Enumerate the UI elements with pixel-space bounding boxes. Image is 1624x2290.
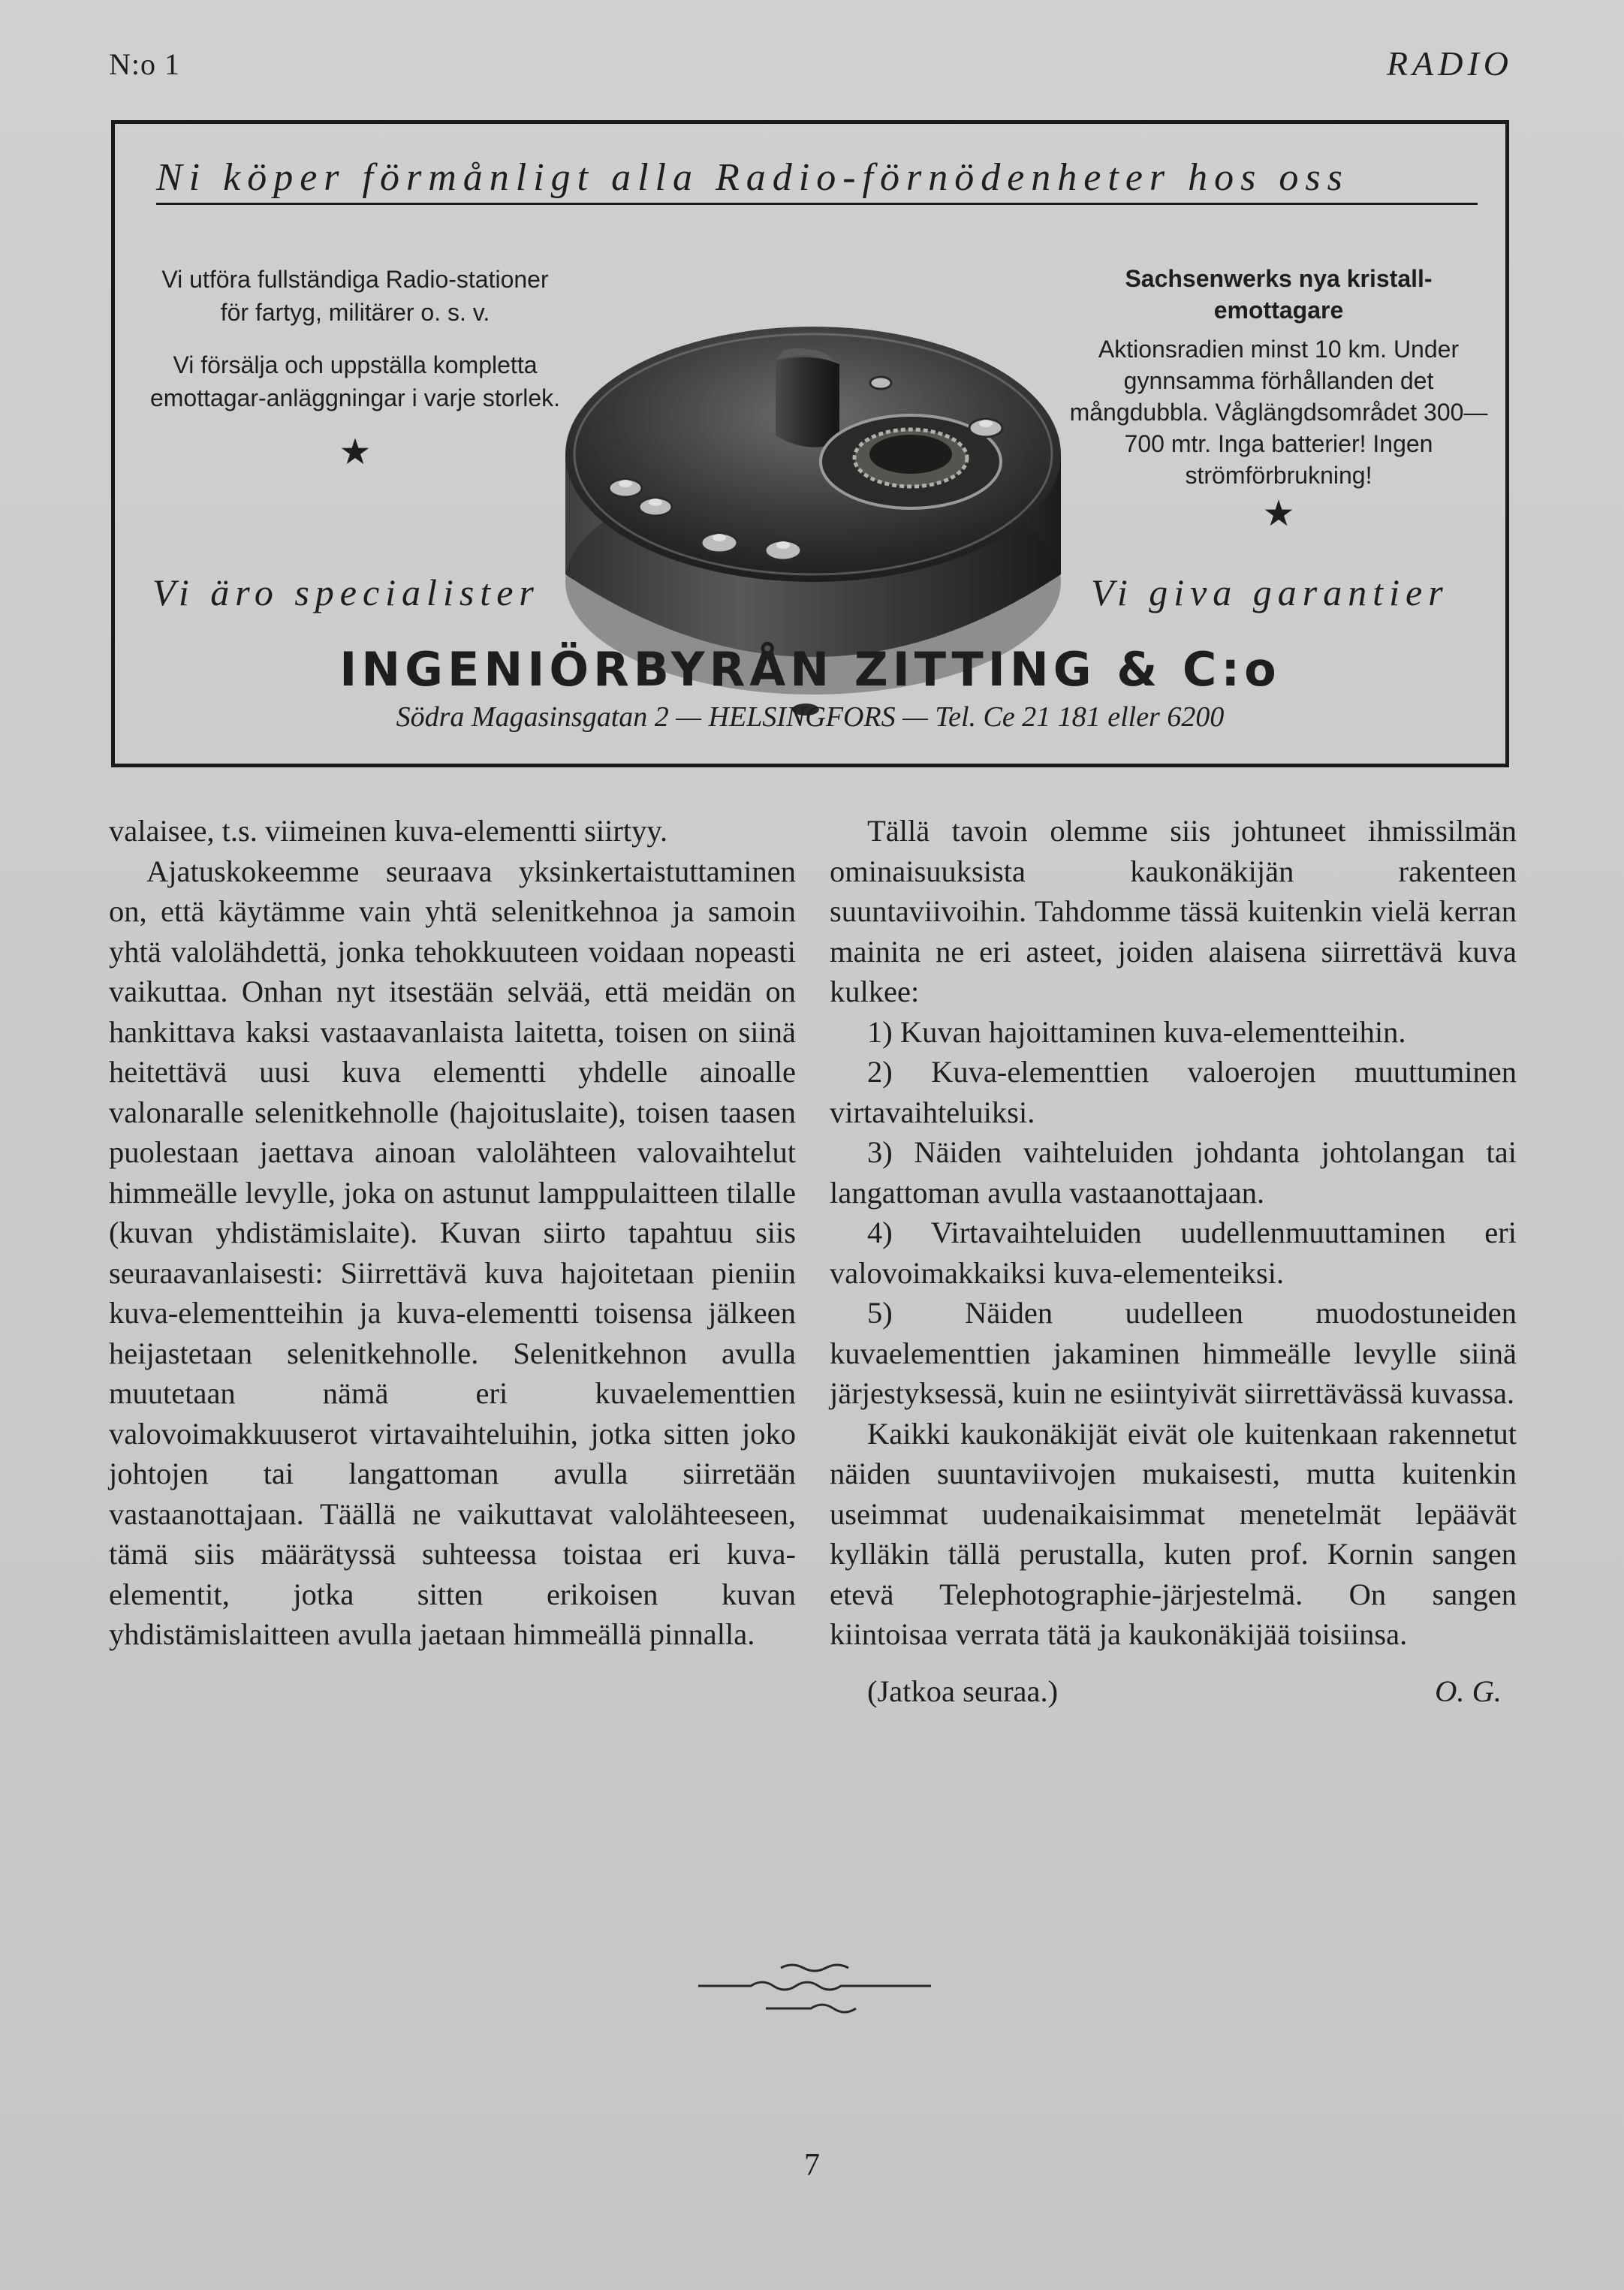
article-left-column — [109, 811, 796, 1655]
ad-company-name: INGENIÖRBYRÅN ZITTING & C:o — [339, 642, 1281, 697]
advertisement-box — [111, 120, 1509, 767]
continued-note: (Jatkoa seuraa.) — [867, 1674, 1059, 1708]
article-paragraph: Tällä tavoin olemme siis johtuneet ihmissilmän ominaisuuksista kaukonäkijän rakenteen suuntaviivoihin. Tahdomme tässä kuitenkin vielä kerran mainita ne eri asteet, joiden alaisena siirrettävä kuva kulkee: — [830, 814, 1517, 1008]
list-item: 1) Kuvan hajoittaminen kuva-elementteihin. — [867, 1014, 1406, 1049]
ad-left-column — [145, 263, 565, 472]
star-icon: ★ — [339, 432, 372, 472]
list-item: 3) Näiden vaihteluiden johdanta johtolangan tai langattoman avulla vastaanottajaan. — [830, 1135, 1517, 1210]
list-item: 5) Näiden uudelleen muodostuneiden kuvaelementtien jakaminen himmeälle levylle siinä järjestyksessä, kuin ne esiintyivät siirrettävässä kuvassa. — [830, 1296, 1517, 1410]
ad-slogan-right: Vi giva garantier — [1091, 571, 1449, 613]
article-paragraph: Ajatuskokeemme seuraava yksinkertaistuttaminen on, että käytämme vain yhtä selenitkehnoa ja samoin yhtä valolähdettä, jonka tehokkuuteen voidaan nopeasti vaikuttaa. Onhan nyt itsestään selvää, että meidän on hankittava kaksi vastaavanlaista laitetta, toisen on siinä heitettävä uusi kuva elementti yhdelle ainoalle valonaralle selenitkehnolle (hajoituslaite), toisen taasen puolestaan jaettava ainoan valolähteen valovaihtelut himmeälle levylle, joka on astunut lamppulaitteen tilalle (kuvan yhdistämislaite). Kuvan siirto tapahtuu siis seuraavanlaisesti: Siirrettävä kuva hajoitetaan pieniin kuva-elementteihin ja kuva-elementti toisensa jälkeen heijastetaan selenitkehnolle. Selenitkehnon avulla muutetaan nämä eri kuvaelementtien valovoimakkuuserot virtavaihteluihin, jotka sitten joko johtojen tai langattoman avulla siirretään vastaanottajaan. Täällä ne vaikuttavat valolähteeseen, tämä siis määrätyssä suhteessa toistaa eri kuva-elementit, jotka sitten erikoisen kuvan yhdistämislaitteen avulla jaetaan himmeällä pinnalla. — [109, 854, 796, 1651]
ad-left-paragraph-2: Vi försälja och uppställa kompletta emottagar-anläggningar i varje storlek. — [149, 351, 561, 411]
ad-product-description: Aktionsradien minst 10 km. Under gynnsamma förhållanden det mångdubbla. Våglängdsområdet 300—700 mtr. Inga batterier! Ingen strömförbrukning! — [1069, 336, 1488, 489]
article-paragraph: valaisee, t.s. viimeinen kuva-elementti siirtyy. — [109, 814, 668, 848]
ad-company-address: Södra Magasinsgatan 2 — HELSINGFORS — Tel. Ce 21 181 eller 6200 — [396, 701, 1225, 733]
list-item: 4) Virtavaihteluiden uudellenmuuttaminen eri valovoimakkaiksi kuva-elementeiksi. — [830, 1216, 1517, 1290]
list-item: 2) Kuva-elementtien valoerojen muuttuminen virtavaihteluiksi. — [830, 1055, 1517, 1129]
ad-left-paragraph-1: Vi utföra fullständiga Radio-stationer för fartyg, militärer o. s. v. — [161, 266, 549, 326]
star-icon: ★ — [1262, 494, 1295, 534]
ad-slogan-left: Vi äro specialister — [152, 571, 540, 613]
wave-ornament-icon — [691, 1956, 939, 2023]
article-right-column — [830, 811, 1517, 1711]
signature-row — [830, 1671, 1517, 1712]
author-initials: O. G. — [1435, 1674, 1502, 1708]
ad-product-title: Sachsenwerks nya kristall-emottagare — [1125, 265, 1433, 324]
article-paragraph: Kaikki kaukonäkijät eivät ole kuitenkaan rakennetut näiden suuntaviivojen mukaisesti, mutta kuitenkin useimmat uudenaikaisimmat menetelmät lepäävät kylläkin tällä perustalla, kuten prof. Kornin sangen etevä Telephotographie-järjestelmä. On sangen kiintoisaa verrata tätä ja kaukonäkijää toisiinsa. — [830, 1416, 1517, 1651]
magazine-title: RADIO — [1387, 44, 1513, 83]
ad-right-column — [1068, 263, 1489, 533]
page-number: 7 — [804, 2148, 820, 2183]
ad-headline: Ni köper förmånligt alla Radio-förnödenheter hos oss — [156, 155, 1478, 205]
issue-number: N:o 1 — [109, 47, 180, 81]
